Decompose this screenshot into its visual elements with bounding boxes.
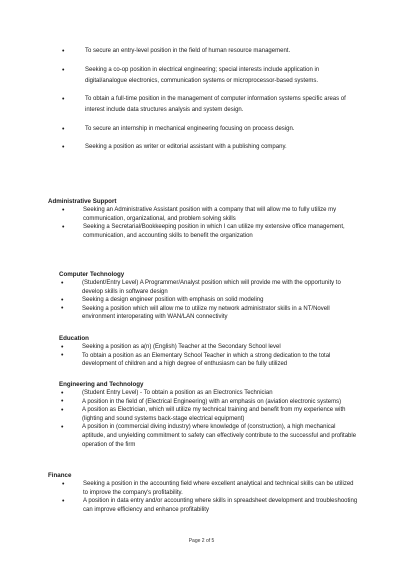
list-item (60, 497, 358, 514)
list-item (62, 46, 362, 57)
section-finance (48, 471, 358, 514)
list-item (62, 94, 362, 116)
bullet-icon: • (62, 497, 65, 505)
list-item (59, 296, 359, 305)
bullet-icon: • (62, 125, 65, 133)
bullet-icon: • (62, 66, 65, 74)
list-item (59, 352, 359, 369)
list-item (60, 223, 358, 240)
item-text: Seeking a position which will allow me to utilize my network administrator skills in a NT/Novell environment interoperating with WAN/LAN connectivity (82, 305, 330, 321)
list-item (59, 279, 359, 296)
item-text: Seeking a Secretarial/Bookkeeping position in which I can utilize my extensive office management, communication, and accounting skills to benefit the organization (83, 224, 345, 239)
bullet-icon: • (62, 96, 65, 103)
bullet-icon: • (62, 480, 65, 488)
list-item (62, 65, 362, 87)
bullet-icon: • (61, 398, 64, 406)
bullet-icon: • (61, 423, 64, 431)
item-text: (Student Entry Level) - To obtain a position as an Electronics Technician (82, 390, 273, 396)
bullet-icon: • (61, 296, 64, 304)
list-item (59, 398, 359, 407)
objective-text: Seeking a co-op position in electrical engineering; special interests include application in digital/analogue electronics, communication systems or microprocessor-based systems. (85, 66, 320, 84)
item-text: A position in data entry and/or accounting where skills in spreadsheet development and troubleshooting can improve efficiency and enhance profitability (83, 498, 358, 513)
page-number: Page 2 of 5 (188, 538, 215, 544)
item-text: A position in (commercial diving industry) where knowledge of (construction), a high mechanical aptitude, and unyielding commitment to safety can effectively contribute to the successful and profitable operation of the firm (82, 424, 357, 448)
bullet-icon: • (61, 406, 64, 414)
item-text: Seeking an Administrative Assistant position with a company that will allow me to fully utilize my communication, organizational, and problem solving skills (83, 207, 337, 222)
list-item (60, 480, 358, 497)
bullet-icon: • (61, 343, 64, 351)
bullet-icon: • (61, 279, 64, 287)
list-item (59, 423, 359, 449)
item-text: Seeking a design engineer position with emphasis on solid modeling (82, 297, 264, 304)
item-text: A position in the field of (Electrical Engineering) with an emphasis on (aviation electronic systems) (82, 398, 342, 405)
section-administrative-support (48, 197, 358, 240)
section-education (59, 334, 359, 369)
section-list (60, 206, 358, 240)
bullet-icon: • (62, 206, 65, 214)
item-text: Seeking a position in the accounting field where excellent analytical and technical skills can be utilized to improve the company's profitability. (83, 481, 354, 496)
section-heading: Computer Technology (59, 271, 125, 278)
list-item (62, 142, 362, 153)
section-list (59, 279, 359, 322)
item-text: A position as Electrician, which will utilize my technical training and benefit from my experience with (lighting and sound systems back-stage electrical equipment) (82, 407, 346, 422)
list-item (59, 389, 359, 398)
objective-text: To secure an entry-level position in the field of human resource management. (85, 48, 291, 54)
section-heading: Administrative Support (48, 198, 117, 205)
section-engineering-technology (59, 380, 359, 449)
item-text: (Student/Entry Level) A Programmer/Analyst position which will provide me with the opportunity to develop skills in software design (82, 280, 341, 295)
objectives-list (62, 46, 362, 161)
bullet-icon: • (61, 389, 64, 397)
bullet-icon: • (62, 223, 65, 231)
list-item (59, 406, 359, 423)
section-computer-technology (59, 270, 359, 322)
list-item (59, 305, 359, 322)
section-list (59, 389, 359, 449)
bullet-icon: • (61, 352, 64, 360)
section-heading: Finance (48, 472, 72, 479)
bullet-icon: • (62, 48, 65, 55)
list-item (59, 343, 359, 352)
section-heading: Engineering and Technology (59, 381, 144, 388)
list-item (62, 124, 362, 135)
objective-text: To obtain a full-time position in the management of computer information systems specific areas of interest include data structures analysis and system design. (85, 96, 346, 113)
objective-text: To secure an internship in mechanical engineering focusing on process design. (85, 125, 295, 132)
section-list (59, 343, 359, 369)
bullet-icon: • (61, 305, 64, 313)
section-list (60, 480, 358, 514)
objective-text: Seeking a position as writer or editorial assistant with a publishing company. (85, 144, 287, 150)
item-text: To obtain a position as an Elementary School Teacher in which a strong dedication to the total development of children and a high degree of enthusiasm can be fully utilized (82, 352, 331, 368)
item-text: Seeking a position as a(n) (English) Teacher at the Secondary School level (82, 344, 281, 350)
list-item (60, 206, 358, 223)
bullet-icon: • (62, 144, 65, 151)
section-heading: Education (59, 335, 89, 342)
